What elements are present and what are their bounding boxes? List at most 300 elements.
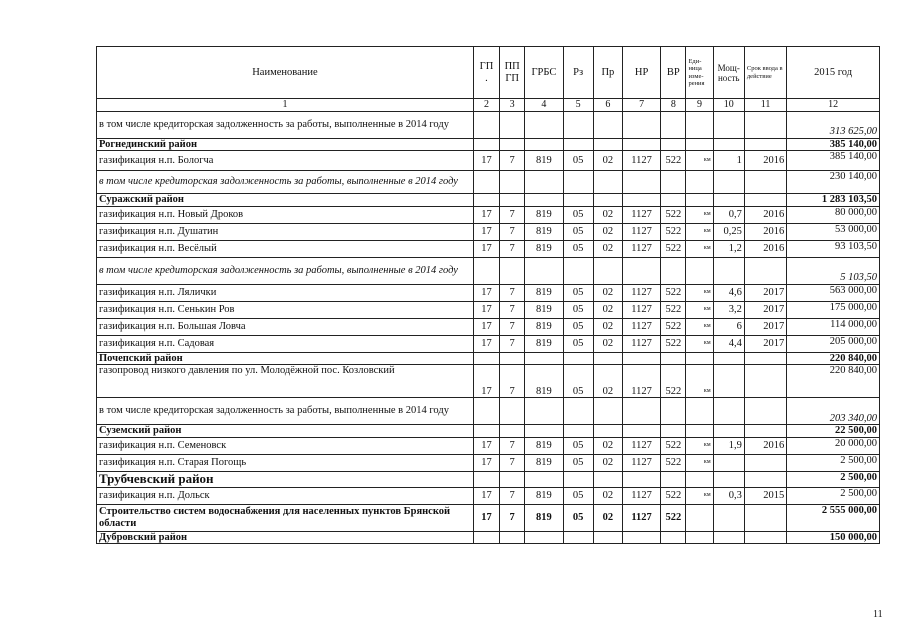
cell-pr	[593, 471, 622, 487]
cell-amount: 53 000,00	[787, 223, 880, 240]
index-cell: 6	[593, 99, 622, 112]
cell-vr	[661, 257, 686, 284]
index-cell: 1	[97, 99, 474, 112]
cell-nr: 1127	[622, 437, 660, 454]
index-cell: 7	[622, 99, 660, 112]
cell-amount: 2 500,00	[787, 471, 880, 487]
cell-rz	[563, 398, 593, 425]
cell-unit: км	[686, 318, 713, 335]
cell-ppgp	[500, 194, 525, 207]
cell-grbs: 819	[525, 318, 563, 335]
cell-pr	[593, 111, 622, 138]
cell-pr: 02	[593, 151, 622, 171]
cell-ppgp: 7	[500, 454, 525, 471]
cell-ppgp: 7	[500, 284, 525, 301]
cell-unit: км	[686, 487, 713, 504]
cell-term: 2016	[744, 223, 786, 240]
cell-term	[744, 138, 786, 151]
table-row	[97, 206, 880, 223]
cell-ppgp: 7	[500, 240, 525, 257]
cell-rz	[563, 171, 593, 194]
row-name: газификация н.п. Бологча	[97, 151, 474, 171]
cell-gp	[473, 111, 499, 138]
header-term: Срок ввода в действие	[744, 47, 786, 99]
table-body	[97, 111, 880, 544]
cell-grbs: 819	[525, 504, 563, 531]
table-row	[97, 318, 880, 335]
cell-gp: 17	[473, 487, 499, 504]
cell-power	[713, 171, 744, 194]
cell-grbs: 819	[525, 301, 563, 318]
index-cell: 5	[563, 99, 593, 112]
cell-power	[713, 398, 744, 425]
cell-nr: 1127	[622, 206, 660, 223]
cell-vr: 522	[661, 151, 686, 171]
row-name: газификация н.п. Старая Погощь	[97, 454, 474, 471]
cell-unit	[686, 504, 713, 531]
row-name: газификация н.п. Большая Ловча	[97, 318, 474, 335]
cell-amount: 385 140,00	[787, 138, 880, 151]
cell-nr: 1127	[622, 335, 660, 352]
row-name: газификация н.п. Сенькин Ров	[97, 301, 474, 318]
cell-grbs: 819	[525, 206, 563, 223]
cell-ppgp: 7	[500, 335, 525, 352]
header-vr: ВР	[661, 47, 686, 99]
cell-power: 0,3	[713, 487, 744, 504]
row-name: в том числе кредиторская задолженность за работы, выполненные в 2014 году	[97, 398, 474, 425]
table-row	[97, 151, 880, 171]
cell-gp: 17	[473, 284, 499, 301]
cell-power	[713, 454, 744, 471]
cell-nr	[622, 257, 660, 284]
cell-pr: 02	[593, 365, 622, 398]
header-grbs: ГРБС	[525, 47, 563, 99]
header-year: 2015 год	[787, 47, 880, 99]
row-name: в том числе кредиторская задолженность за работы, выполненные в 2014 году	[97, 111, 474, 138]
table-row	[97, 437, 880, 454]
cell-rz: 05	[563, 454, 593, 471]
row-name: газификация н.п. Весёлый	[97, 240, 474, 257]
index-cell: 12	[787, 99, 880, 112]
cell-unit	[686, 138, 713, 151]
cell-gp: 17	[473, 504, 499, 531]
cell-unit: км	[686, 240, 713, 257]
cell-pr: 02	[593, 301, 622, 318]
cell-gp	[473, 138, 499, 151]
cell-grbs: 819	[525, 240, 563, 257]
cell-vr	[661, 111, 686, 138]
cell-nr: 1127	[622, 284, 660, 301]
row-name: в том числе кредиторская задолженность за работы, выполненные в 2014 году	[97, 257, 474, 284]
cell-rz	[563, 257, 593, 284]
cell-power	[713, 138, 744, 151]
cell-grbs	[525, 171, 563, 194]
cell-gp: 17	[473, 335, 499, 352]
cell-nr: 1127	[622, 504, 660, 531]
cell-amount: 2 555 000,00	[787, 504, 880, 531]
index-cell: 2	[473, 99, 499, 112]
cell-power: 0,7	[713, 206, 744, 223]
cell-term	[744, 531, 786, 544]
row-name: газификация н.п. Садовая	[97, 335, 474, 352]
cell-nr: 1127	[622, 151, 660, 171]
cell-term: 2016	[744, 240, 786, 257]
region-row	[97, 352, 880, 365]
cell-grbs: 819	[525, 223, 563, 240]
cell-term	[744, 171, 786, 194]
cell-ppgp: 7	[500, 504, 525, 531]
cell-nr: 1127	[622, 318, 660, 335]
cell-power: 3,2	[713, 301, 744, 318]
index-cell: 10	[713, 99, 744, 112]
cell-vr: 522	[661, 437, 686, 454]
cell-amount: 175 000,00	[787, 301, 880, 318]
cell-term: 2016	[744, 437, 786, 454]
cell-amount: 22 500,00	[787, 425, 880, 438]
cell-rz: 05	[563, 437, 593, 454]
cell-pr: 02	[593, 240, 622, 257]
index-cell: 11	[744, 99, 786, 112]
cell-ppgp	[500, 471, 525, 487]
cell-power: 1	[713, 151, 744, 171]
table-row	[97, 301, 880, 318]
cell-grbs: 819	[525, 437, 563, 454]
cell-unit: км	[686, 365, 713, 398]
cell-grbs	[525, 138, 563, 151]
cell-vr: 522	[661, 240, 686, 257]
cell-ppgp	[500, 352, 525, 365]
cell-rz: 05	[563, 284, 593, 301]
cell-power	[713, 194, 744, 207]
cell-rz: 05	[563, 240, 593, 257]
cell-rz: 05	[563, 318, 593, 335]
table-row	[97, 240, 880, 257]
header-power: Мощ-ность	[713, 47, 744, 99]
cell-gp: 17	[473, 151, 499, 171]
cell-term: 2015	[744, 487, 786, 504]
row-name: Дубровский район	[97, 531, 474, 544]
cell-gp: 17	[473, 206, 499, 223]
cell-term	[744, 365, 786, 398]
cell-pr	[593, 171, 622, 194]
cell-rz	[563, 111, 593, 138]
header-nr: НР	[622, 47, 660, 99]
cell-gp	[473, 352, 499, 365]
cell-grbs: 819	[525, 335, 563, 352]
cell-gp	[473, 471, 499, 487]
cell-vr	[661, 425, 686, 438]
header-ppgp: ПП ГП	[500, 47, 525, 99]
cell-pr: 02	[593, 223, 622, 240]
page-number: 11	[873, 609, 883, 620]
cell-nr	[622, 352, 660, 365]
cell-unit	[686, 352, 713, 365]
cell-unit	[686, 111, 713, 138]
cell-pr: 02	[593, 437, 622, 454]
cell-amount: 230 140,00	[787, 171, 880, 194]
cell-amount: 220 840,00	[787, 365, 880, 398]
cell-power	[713, 504, 744, 531]
row-name: в том числе кредиторская задолженность за работы, выполненные в 2014 году	[97, 171, 474, 194]
cell-term	[744, 352, 786, 365]
region-row	[97, 425, 880, 438]
region-row	[97, 531, 880, 544]
cell-nr: 1127	[622, 240, 660, 257]
index-cell: 9	[686, 99, 713, 112]
cell-vr: 522	[661, 335, 686, 352]
cell-term	[744, 398, 786, 425]
table-row	[97, 365, 880, 398]
row-name: Трубчевский район	[97, 471, 474, 487]
cell-amount: 2 500,00	[787, 454, 880, 471]
cell-rz: 05	[563, 301, 593, 318]
row-name: газопровод низкого давления по ул. Молодёжной пос. Козловский	[97, 365, 474, 398]
cell-term: 2017	[744, 301, 786, 318]
cell-term: 2017	[744, 284, 786, 301]
row-name: Суражский район	[97, 194, 474, 207]
table-row	[97, 454, 880, 471]
cell-gp: 17	[473, 223, 499, 240]
header-unit: Еди-ница изме-рения	[686, 47, 713, 99]
cell-unit	[686, 194, 713, 207]
cell-power: 6	[713, 318, 744, 335]
row-name: Суземский район	[97, 425, 474, 438]
header-rz: Рз	[563, 47, 593, 99]
cell-grbs	[525, 194, 563, 207]
cell-gp	[473, 194, 499, 207]
cell-pr	[593, 194, 622, 207]
cell-power: 1,2	[713, 240, 744, 257]
table-row	[97, 257, 880, 284]
cell-vr	[661, 352, 686, 365]
cell-ppgp: 7	[500, 437, 525, 454]
cell-gp: 17	[473, 437, 499, 454]
cell-grbs	[525, 425, 563, 438]
cell-rz	[563, 194, 593, 207]
cell-vr	[661, 171, 686, 194]
cell-grbs	[525, 531, 563, 544]
cell-amount: 20 000,00	[787, 437, 880, 454]
cell-unit: км	[686, 284, 713, 301]
index-cell: 4	[525, 99, 563, 112]
cell-gp	[473, 531, 499, 544]
cell-vr: 522	[661, 318, 686, 335]
cell-unit: км	[686, 223, 713, 240]
cell-ppgp: 7	[500, 301, 525, 318]
cell-rz: 05	[563, 487, 593, 504]
column-index-row	[97, 99, 880, 112]
row-name: газификация н.п. Новый Дроков	[97, 206, 474, 223]
cell-ppgp: 7	[500, 487, 525, 504]
cell-ppgp: 7	[500, 151, 525, 171]
region-row	[97, 471, 880, 487]
cell-amount: 5 103,50	[787, 257, 880, 284]
table-row	[97, 111, 880, 138]
table-row	[97, 223, 880, 240]
cell-grbs	[525, 471, 563, 487]
cell-pr: 02	[593, 206, 622, 223]
cell-grbs: 819	[525, 487, 563, 504]
cell-term	[744, 194, 786, 207]
cell-gp	[473, 257, 499, 284]
cell-unit	[686, 471, 713, 487]
cell-gp: 17	[473, 318, 499, 335]
cell-vr	[661, 138, 686, 151]
row-name: газификация н.п. Дольск	[97, 487, 474, 504]
cell-power	[713, 111, 744, 138]
cell-grbs	[525, 111, 563, 138]
cell-ppgp: 7	[500, 365, 525, 398]
table-row	[97, 335, 880, 352]
cell-amount: 150 000,00	[787, 531, 880, 544]
cell-rz: 05	[563, 335, 593, 352]
cell-power: 4,6	[713, 284, 744, 301]
cell-nr	[622, 111, 660, 138]
cell-amount: 563 000,00	[787, 284, 880, 301]
budget-table	[96, 46, 880, 544]
cell-term: 2017	[744, 335, 786, 352]
cell-unit	[686, 257, 713, 284]
cell-power	[713, 257, 744, 284]
cell-amount: 114 000,00	[787, 318, 880, 335]
cell-power: 0,25	[713, 223, 744, 240]
cell-amount: 385 140,00	[787, 151, 880, 171]
cell-nr	[622, 171, 660, 194]
cell-amount: 1 283 103,50	[787, 194, 880, 207]
cell-gp	[473, 171, 499, 194]
region-row	[97, 194, 880, 207]
cell-power	[713, 352, 744, 365]
cell-pr: 02	[593, 335, 622, 352]
cell-nr: 1127	[622, 365, 660, 398]
cell-rz	[563, 138, 593, 151]
cell-gp: 17	[473, 301, 499, 318]
cell-unit: км	[686, 206, 713, 223]
cell-nr: 1127	[622, 454, 660, 471]
table-row	[97, 284, 880, 301]
cell-rz: 05	[563, 504, 593, 531]
cell-gp	[473, 425, 499, 438]
cell-pr: 02	[593, 318, 622, 335]
cell-ppgp	[500, 138, 525, 151]
cell-vr: 522	[661, 223, 686, 240]
cell-pr: 02	[593, 487, 622, 504]
cell-rz: 05	[563, 206, 593, 223]
table-row	[97, 487, 880, 504]
cell-pr	[593, 257, 622, 284]
cell-gp: 17	[473, 365, 499, 398]
cell-nr	[622, 425, 660, 438]
cell-nr	[622, 194, 660, 207]
table-row	[97, 504, 880, 531]
cell-unit	[686, 425, 713, 438]
cell-vr	[661, 531, 686, 544]
cell-rz	[563, 471, 593, 487]
row-name: газификация н.п. Лялички	[97, 284, 474, 301]
cell-pr: 02	[593, 504, 622, 531]
cell-ppgp	[500, 257, 525, 284]
table-row	[97, 171, 880, 194]
cell-nr	[622, 471, 660, 487]
header-gp: ГП .	[473, 47, 499, 99]
index-cell: 8	[661, 99, 686, 112]
cell-rz	[563, 531, 593, 544]
cell-term	[744, 111, 786, 138]
cell-rz	[563, 352, 593, 365]
cell-amount: 93 103,50	[787, 240, 880, 257]
cell-unit: км	[686, 301, 713, 318]
cell-ppgp	[500, 398, 525, 425]
cell-rz: 05	[563, 223, 593, 240]
cell-nr: 1127	[622, 223, 660, 240]
cell-vr	[661, 471, 686, 487]
cell-grbs: 819	[525, 454, 563, 471]
cell-amount: 220 840,00	[787, 352, 880, 365]
cell-ppgp: 7	[500, 206, 525, 223]
cell-term: 2016	[744, 151, 786, 171]
cell-term	[744, 454, 786, 471]
region-row	[97, 138, 880, 151]
cell-grbs: 819	[525, 284, 563, 301]
row-name: газификация н.п. Душатин	[97, 223, 474, 240]
cell-vr: 522	[661, 301, 686, 318]
cell-grbs	[525, 398, 563, 425]
cell-unit: км	[686, 335, 713, 352]
cell-vr	[661, 398, 686, 425]
cell-vr: 522	[661, 487, 686, 504]
cell-vr: 522	[661, 454, 686, 471]
cell-nr	[622, 138, 660, 151]
cell-unit: км	[686, 454, 713, 471]
cell-amount: 2 500,00	[787, 487, 880, 504]
cell-vr: 522	[661, 284, 686, 301]
cell-nr	[622, 531, 660, 544]
cell-term: 2017	[744, 318, 786, 335]
row-name: Рогнединский район	[97, 138, 474, 151]
cell-ppgp: 7	[500, 223, 525, 240]
cell-gp	[473, 398, 499, 425]
cell-pr	[593, 425, 622, 438]
header-pr: Пр	[593, 47, 622, 99]
cell-unit	[686, 171, 713, 194]
cell-power: 4,4	[713, 335, 744, 352]
cell-amount: 80 000,00	[787, 206, 880, 223]
cell-unit: км	[686, 151, 713, 171]
cell-term	[744, 257, 786, 284]
cell-pr	[593, 352, 622, 365]
cell-rz: 05	[563, 151, 593, 171]
cell-ppgp	[500, 111, 525, 138]
cell-ppgp	[500, 425, 525, 438]
cell-amount: 205 000,00	[787, 335, 880, 352]
cell-ppgp	[500, 171, 525, 194]
row-name: Строительство систем водоснабжения для населенных пунктов Брянской области	[97, 504, 474, 531]
cell-ppgp: 7	[500, 318, 525, 335]
cell-rz	[563, 425, 593, 438]
cell-pr: 02	[593, 284, 622, 301]
cell-unit: км	[686, 437, 713, 454]
cell-power	[713, 471, 744, 487]
cell-nr	[622, 398, 660, 425]
cell-vr	[661, 194, 686, 207]
cell-grbs: 819	[525, 365, 563, 398]
cell-grbs	[525, 257, 563, 284]
cell-nr: 1127	[622, 301, 660, 318]
cell-term	[744, 425, 786, 438]
cell-power: 1,9	[713, 437, 744, 454]
cell-rz: 05	[563, 365, 593, 398]
cell-pr	[593, 531, 622, 544]
